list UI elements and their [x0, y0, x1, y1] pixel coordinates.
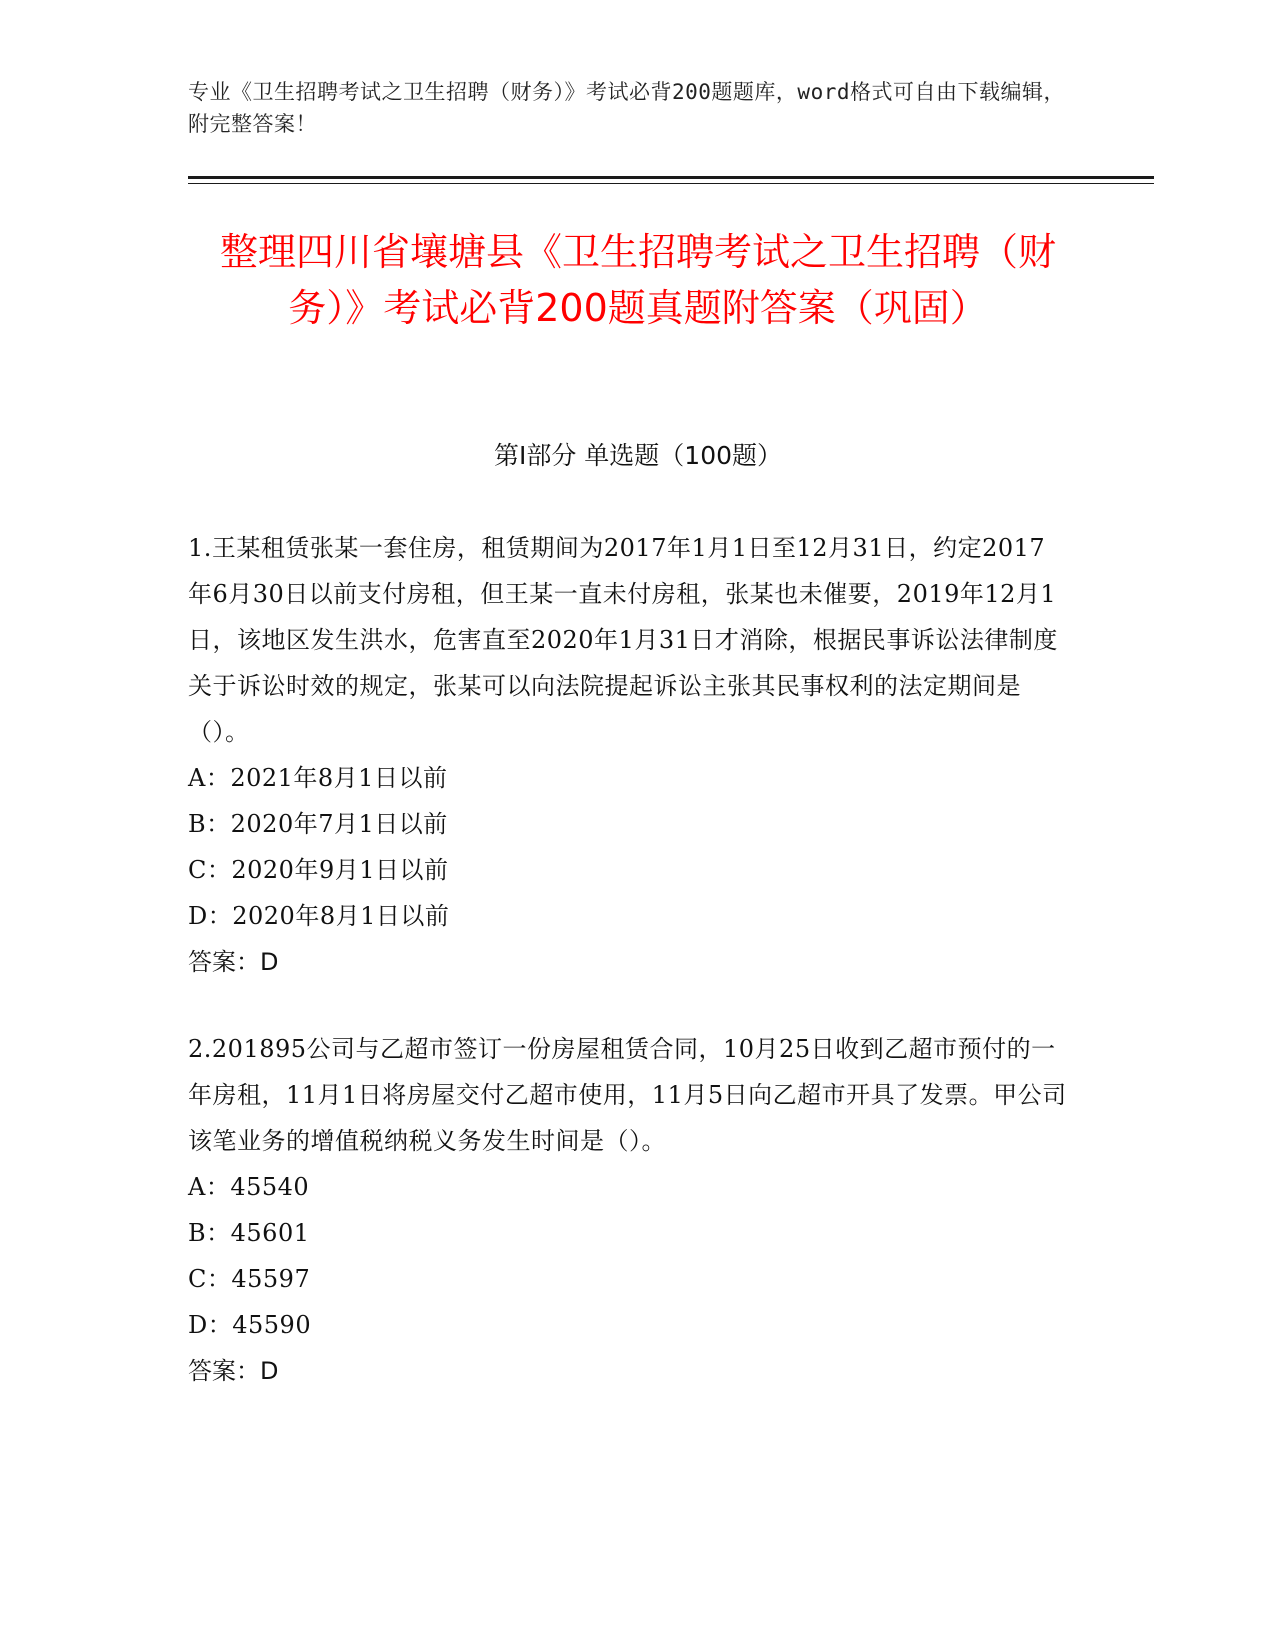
option-a: A：45540 — [188, 1173, 310, 1201]
option-b: B：2020年7月1日以前 — [188, 810, 448, 838]
answer: 答案：D — [188, 1357, 279, 1385]
question-1 — [188, 525, 1068, 985]
option-a: A：2021年8月1日以前 — [188, 764, 448, 792]
option-c: C：2020年9月1日以前 — [188, 856, 449, 884]
header-rule-thick — [188, 176, 1154, 179]
question-2 — [188, 1026, 1068, 1394]
header-note: 专业《卫生招聘考试之卫生招聘（财务）》考试必背200题题库，word格式可自由下载编辑，附完整答案！ — [188, 80, 1065, 136]
option-d: D：2020年8月1日以前 — [188, 902, 450, 930]
header-rule-thin — [188, 183, 1154, 184]
option-c: C：45597 — [188, 1265, 311, 1293]
option-b: B：45601 — [188, 1219, 310, 1247]
question-stem: 2.201895公司与乙超市签订一份房屋租赁合同，10月25日收到乙超市预付的一年房租，11月1日将房屋交付乙超市使用，11月5日向乙超市开具了发票。甲公司该笔业务的增值税纳税义务发生时间是（）。 — [188, 1035, 1067, 1155]
option-d: D：45590 — [188, 1311, 312, 1339]
document-title: 整理四川省壤塘县《卫生招聘考试之卫生招聘（财务）》考试必背200题真题附答案（巩固） — [219, 230, 1056, 330]
question-stem: 1.王某租赁张某一套住房，租赁期间为2017年1月1日至12月31日，约定2017年6月30日以前支付房租，但王某一直未付房租，张某也未催要，2019年12月1日，该地区发生洪水，危害直至2020年1月31日才消除，根据民事诉讼法律制度关于诉讼时效的规定，张某可以向法院提起诉讼主张其民事权利的法定期间是（）。 — [188, 534, 1058, 746]
answer: 答案：D — [188, 948, 279, 976]
section-title: 第Ⅰ部分 单选题（100题） — [493, 441, 783, 470]
